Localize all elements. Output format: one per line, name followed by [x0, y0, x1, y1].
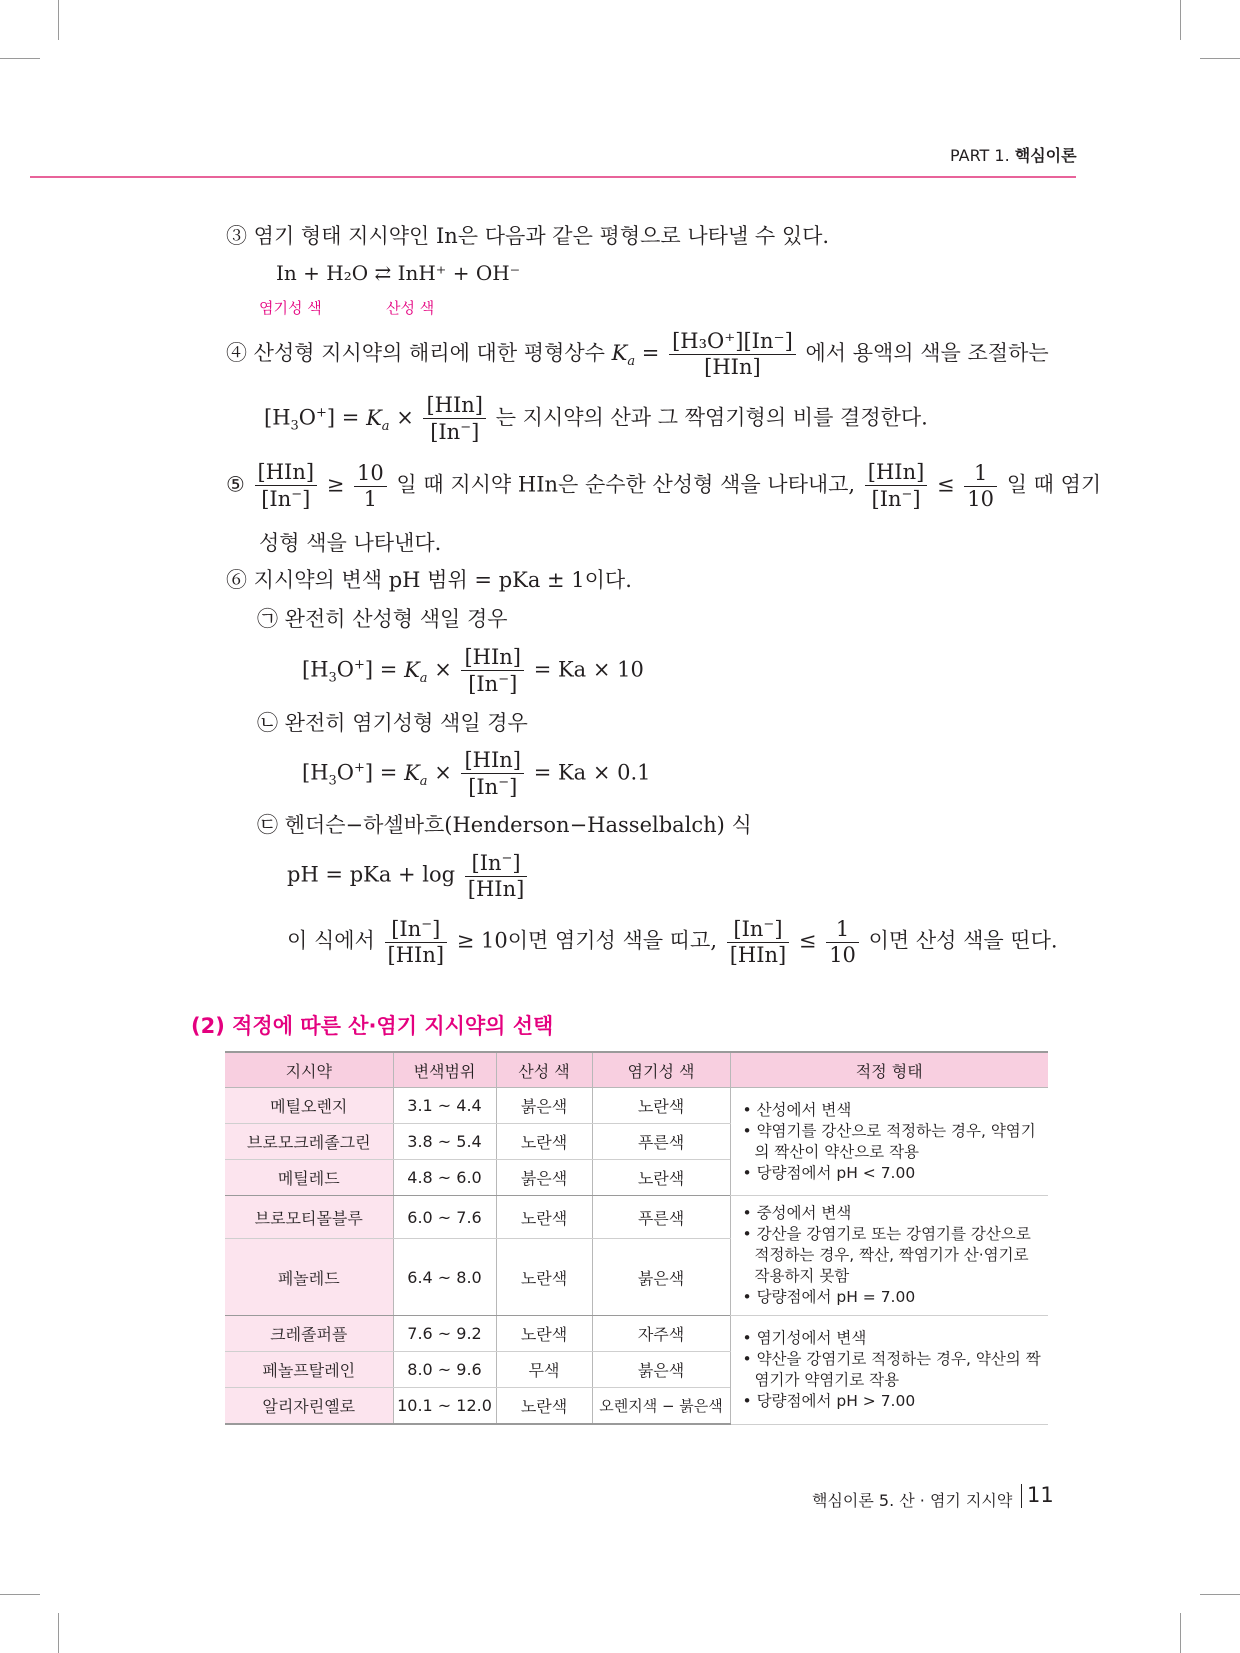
ten-over-one: $\frac{10}{1}$ — [354, 463, 387, 510]
range-cell: 6.0 ~ 7.6 — [393, 1196, 496, 1239]
indicator-name: 메틸오렌지 — [225, 1088, 393, 1124]
crop-mark — [1200, 1594, 1240, 1595]
col-header: 지시약 — [225, 1052, 393, 1088]
page-number-divider — [1021, 1484, 1022, 1508]
page-number: 11 — [1027, 1483, 1054, 1507]
acid-color-cell: 무색 — [496, 1352, 592, 1388]
one-over-ten: $\frac{1}{10}$ — [964, 463, 997, 510]
base-color-cell: 푸른색 — [592, 1124, 730, 1160]
item-3-equation: In + H₂O ⇄ InH⁺ + OH⁻ — [276, 261, 521, 285]
ka-symbol: $K_a$ — [611, 341, 636, 370]
table-row — [225, 1088, 1048, 1124]
bullet: • 산성에서 변색 — [742, 1100, 852, 1119]
label-base-color: 염기성 색 — [259, 299, 322, 317]
indicator-name: 메틸레드 — [225, 1160, 393, 1196]
col-header: 변색범위 — [393, 1052, 496, 1088]
bullet: • 당량점에서 pH < 7.00 — [742, 1163, 916, 1182]
ratio-fraction: $\frac{\text{[HIn]}}{[In^-]}$ — [255, 462, 318, 510]
col-header: 적정 형태 — [730, 1052, 1048, 1088]
range-cell: 7.6 ~ 9.2 — [393, 1316, 496, 1352]
table-row — [225, 1316, 1048, 1352]
note-mid: ≥ 10이면 염기성 색을 띠고, — [456, 928, 718, 953]
ratio-fraction: $\frac{\text{[HIn]}}{[In^-]}$ — [461, 647, 524, 695]
inverse-ratio-fraction: $\frac{[In^-]}{\text{[HIn]}}$ — [727, 918, 790, 966]
item-6-c-eq — [287, 852, 530, 900]
header-title: 핵심이론 — [1014, 146, 1077, 165]
table-row — [225, 1196, 1048, 1239]
item-6-b-eq: $[H_3O^+] = K_a$ × $\frac{\text{[HIn]}}{[In^-]}$ = Ka × 0.1 — [302, 748, 651, 799]
crop-mark — [1180, 1613, 1181, 1653]
titration-type-cell — [730, 1196, 1048, 1316]
bullet: • 약산을 강염기로 적정하는 경우, 약산의 짝염기가 약염기로 작용 — [742, 1349, 1041, 1389]
item-4-post: 에서 용액의 색을 조절하는 — [805, 341, 1049, 365]
bullet: • 중성에서 변색 — [742, 1204, 852, 1222]
table-header-row — [225, 1052, 1048, 1088]
item-4-line2: $[H_3O^+] = K_a$ × $\frac{\text{[HIn]}}{[In^-]}$ 는 지시약의 산과 그 짝염기형의 비를 결정한다. — [264, 393, 928, 444]
hh-equation: pH = pKa + log — [287, 862, 456, 887]
header-part: PART 1. — [950, 146, 1010, 165]
bullet: • 당량점에서 pH > 7.00 — [742, 1391, 916, 1410]
item-6-b-result: = Ka × 0.1 — [533, 760, 651, 785]
indicator-name: 알리자린옐로 — [225, 1388, 393, 1425]
indicator-table — [225, 1051, 1048, 1425]
acid-color-cell: 노란색 — [496, 1124, 592, 1160]
ka-fraction — [669, 331, 796, 378]
indicator-name: 크레졸퍼플 — [225, 1316, 393, 1352]
base-color-cell: 붉은색 — [592, 1239, 730, 1316]
running-header — [950, 143, 1077, 166]
range-cell: 3.1 ~ 4.4 — [393, 1088, 496, 1124]
indicator-name: 브로모티몰블루 — [225, 1196, 393, 1239]
note-pre: 이 식에서 — [287, 928, 375, 953]
titration-type-cell — [730, 1088, 1048, 1196]
item-5-line1: ⑤ $\frac{\text{[HIn]}}{[In^-]}$ ≥ $\frac{10}{1}$ 일 때 지시약 HIn은 순수한 산성형 색을 나타내고, $\frac{\text{[HIn]}}{[In^-]}$ ≤ $\frac{1}{10}$ 일 때 염기 — [226, 460, 1102, 511]
crop-mark — [58, 0, 59, 40]
crop-mark — [0, 1594, 40, 1595]
ka-numerator: [H₃O⁺][In⁻] — [669, 331, 796, 355]
label-acid-color: 산성 색 — [386, 299, 435, 317]
range-cell: 8.0 ~ 9.6 — [393, 1352, 496, 1388]
item-6-a: ㉠ 완전히 산성형 색일 경우 — [257, 607, 508, 631]
bullet: • 염기성에서 변색 — [742, 1328, 867, 1347]
acid-color-cell: 노란색 — [496, 1196, 592, 1239]
acid-color-cell: 노란색 — [496, 1239, 592, 1316]
item-3-text: ③ 염기 형태 지시약인 In은 다음과 같은 평형으로 나타낼 수 있다. — [226, 224, 830, 248]
item-6-text: ⑥ 지시약의 변색 pH 범위 = pKa ± 1이다. — [226, 568, 632, 592]
acid-color-cell: 노란색 — [496, 1316, 592, 1352]
ratio-fraction: $\frac{\text{[HIn]}}{[In^-]}$ — [865, 462, 928, 510]
base-color-cell: 오렌지색 − 붉은색 — [592, 1388, 730, 1425]
acid-color-cell: 노란색 — [496, 1388, 592, 1425]
base-color-cell: 자주색 — [592, 1316, 730, 1352]
col-header: 산성 색 — [496, 1052, 592, 1088]
footer-text: 핵심이론 5. 산 · 염기 지시약 — [812, 1491, 1013, 1510]
range-cell: 3.8 ~ 5.4 — [393, 1124, 496, 1160]
item-6-a-eq: $[H_3O^+] = K_a$ × $\frac{\text{[HIn]}}{[In^-]}$ = Ka × 10 — [302, 645, 644, 696]
bullet: • 강산을 강염기로 또는 강염기를 강산으로 적정하는 경우, 짝산, 짝염기가 산·염기로 작용하지 못함 — [742, 1225, 1031, 1285]
bullet: • 약염기를 강산으로 적정하는 경우, 약염기의 짝산이 약산으로 작용 — [742, 1121, 1036, 1161]
bullet: • 당량점에서 pH = 7.00 — [742, 1288, 916, 1306]
base-color-cell: 붉은색 — [592, 1352, 730, 1388]
range-cell: 6.4 ~ 8.0 — [393, 1239, 496, 1316]
ratio-fraction: $\frac{\text{[HIn]}}{[In^-]}$ — [461, 750, 524, 798]
crop-mark — [58, 1613, 59, 1653]
range-cell: 10.1 ~ 12.0 — [393, 1388, 496, 1425]
item-4-line2-post: 는 지시약의 산과 그 짝염기형의 비를 결정한다. — [495, 405, 928, 430]
inverse-ratio-fraction: $\frac{[In^-]}{\text{[HIn]}}$ — [465, 852, 528, 900]
base-color-cell: 노란색 — [592, 1160, 730, 1196]
ka-denominator: [HIn] — [704, 355, 761, 379]
base-color-cell: 푸른색 — [592, 1196, 730, 1239]
titration-type-cell — [730, 1316, 1048, 1425]
one-over-ten: $\frac{1}{10}$ — [826, 919, 859, 966]
indicator-name: 브로모크레졸그린 — [225, 1124, 393, 1160]
acid-color-cell: 붉은색 — [496, 1088, 592, 1124]
item-6-c: ㉢ 헨더슨−하셀바흐(Henderson−Hasselbalch) 식 — [257, 813, 752, 837]
acid-color-cell: 붉은색 — [496, 1160, 592, 1196]
crop-mark — [1180, 0, 1181, 40]
item-5-cont: 성형 색을 나타낸다. — [259, 531, 442, 555]
item-6-c-note: 이 식에서 $\frac{[In^-]}{\text{[HIn]}}$ ≥ 10이면 염기성 색을 띠고, $\frac{[In^-]}{\text{[HIn]}}$ ≤ $\frac{1}{10}$ 이면 산성 색을 띤다. — [287, 916, 1058, 967]
note-end: 이면 산성 색을 띤다. — [868, 928, 1058, 953]
section-title: (2) 적정에 따른 산·염기 지시약의 선택 — [191, 1014, 554, 1038]
item-5-mark: ⑤ — [226, 472, 245, 497]
indicator-name: 페놀프탈레인 — [225, 1352, 393, 1388]
crop-mark — [1200, 58, 1240, 59]
range-cell: 4.8 ~ 6.0 — [393, 1160, 496, 1196]
item-5-end: 일 때 염기 — [1006, 472, 1102, 497]
item-6-b: ㉡ 완전히 염기성형 색일 경우 — [257, 711, 528, 735]
crop-mark — [0, 58, 40, 59]
ratio-fraction: $\frac{\text{[HIn]}}{[In^-]}$ — [423, 395, 486, 443]
indicator-name: 페놀레드 — [225, 1239, 393, 1316]
item-6-a-result: = Ka × 10 — [533, 657, 644, 682]
item-4-pre: ④ 산성형 지시약의 해리에 대한 평형상수 — [226, 341, 605, 365]
item-5-mid: 일 때 지시약 HIn은 순수한 산성형 색을 나타내고, — [396, 472, 856, 497]
inverse-ratio-fraction: $\frac{[In^-]}{\text{[HIn]}}$ — [385, 918, 448, 966]
header-rule — [30, 176, 1076, 178]
base-color-cell: 노란색 — [592, 1088, 730, 1124]
col-header: 염기성 색 — [592, 1052, 730, 1088]
item-4-line1: ④ 산성형 지시약의 해리에 대한 평형상수 $K_a$ = $\frac{\text{[H₃O⁺][In⁻]}}{\text{[HIn]}}$ 에서 용액의 색을 조절하는 — [226, 329, 1049, 379]
